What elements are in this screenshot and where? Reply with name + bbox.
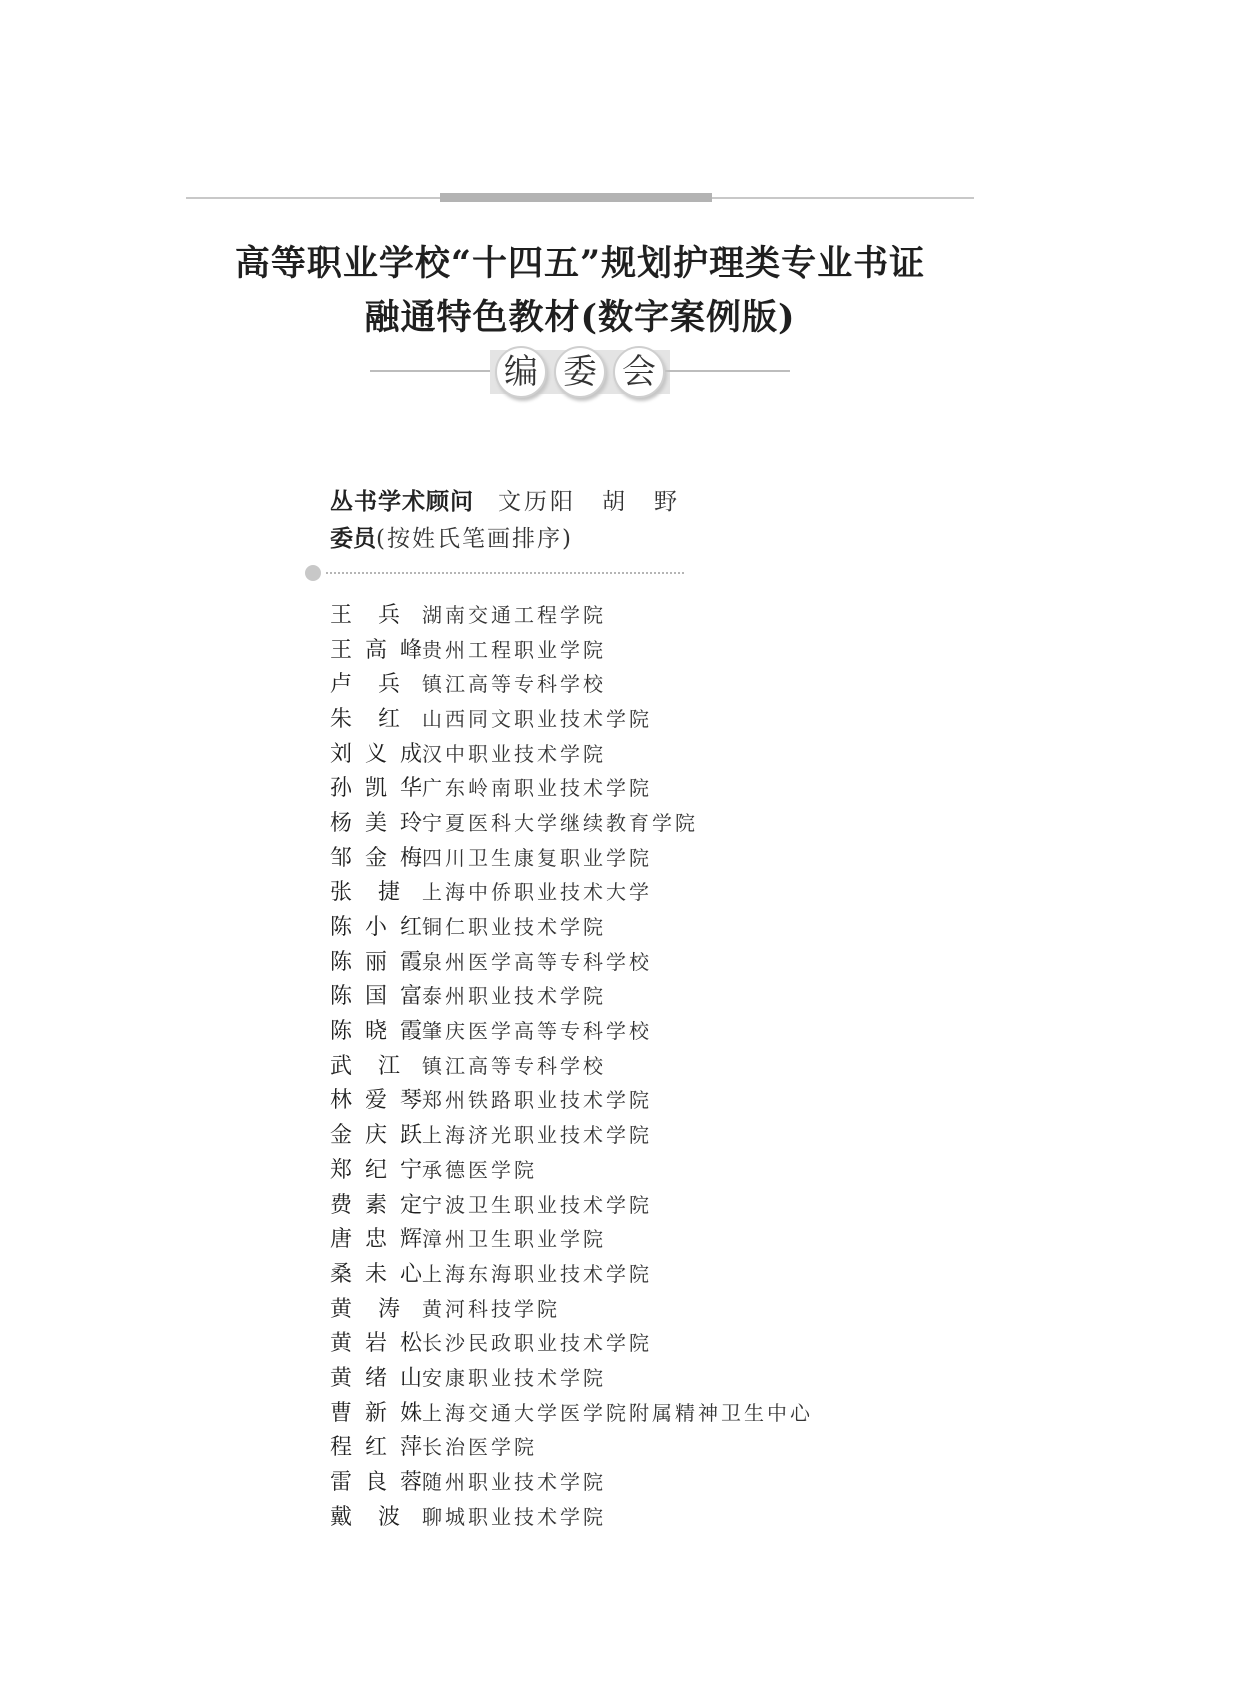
member-row — [330, 874, 970, 909]
member-row — [330, 665, 970, 700]
member-row — [330, 1186, 970, 1221]
member-name: 费素定 — [330, 1192, 422, 1218]
member-affiliation: 随州职业技术学院 — [422, 1470, 606, 1495]
member-row — [330, 1255, 970, 1290]
member-affiliation: 承德医学院 — [422, 1157, 537, 1182]
member-name: 曹新姝 — [330, 1400, 422, 1426]
member-row — [330, 1116, 970, 1151]
member-affiliation: 湖南交通工程学院 — [422, 602, 606, 627]
committee-char-wei: 委 — [554, 346, 606, 398]
member-affiliation: 黄河科技学院 — [422, 1296, 560, 1321]
member-affiliation: 上海济光职业技术学院 — [422, 1123, 652, 1148]
member-row — [330, 735, 970, 770]
member-affiliation: 聊城职业技术学院 — [422, 1504, 606, 1529]
member-row — [330, 1047, 970, 1082]
member-name: 陈晓霞 — [330, 1019, 422, 1045]
committee-rule-left — [370, 370, 500, 372]
member-affiliation: 宁波卫生职业技术学院 — [422, 1192, 652, 1217]
member-affiliation: 上海交通大学医学院附属精神卫生中心 — [422, 1400, 813, 1425]
member-name: 王兵 — [330, 602, 400, 628]
member-name: 雷良蓉 — [330, 1470, 422, 1496]
member-affiliation: 泉州医学高等专科学校 — [422, 949, 652, 974]
member-affiliation: 长沙民政职业技术学院 — [422, 1331, 652, 1356]
member-affiliation: 镇江高等专科学校 — [422, 1053, 606, 1078]
member-row — [330, 596, 970, 631]
member-row — [330, 1290, 970, 1325]
member-name: 张捷 — [330, 880, 400, 906]
member-row — [330, 1394, 970, 1429]
committee-char-bian: 编 — [495, 346, 547, 398]
member-affiliation: 泰州职业技术学院 — [422, 984, 606, 1009]
dot-marker-icon — [305, 565, 321, 581]
member-row — [330, 804, 970, 839]
member-name: 林爱琴 — [330, 1088, 422, 1114]
member-name: 唐忠辉 — [330, 1227, 422, 1253]
member-row — [330, 839, 970, 874]
member-name: 陈小红 — [330, 915, 422, 941]
member-name: 黄绪山 — [330, 1365, 422, 1391]
member-affiliation: 镇江高等专科学校 — [422, 672, 606, 697]
members-label: 委员 — [330, 526, 376, 552]
member-name: 桑未心 — [330, 1261, 422, 1287]
members-header — [330, 520, 573, 553]
member-name: 黄涛 — [330, 1296, 400, 1322]
member-row — [330, 978, 970, 1013]
dotted-divider — [326, 572, 684, 574]
member-name: 王高峰 — [330, 637, 422, 663]
member-name: 武江 — [330, 1053, 400, 1079]
committee-rule-right — [658, 370, 790, 372]
member-row — [330, 1429, 970, 1464]
member-affiliation: 漳州卫生职业学院 — [422, 1227, 606, 1252]
member-name: 陈丽霞 — [330, 949, 422, 975]
committee-heading — [495, 346, 665, 398]
member-row — [330, 1151, 970, 1186]
member-name: 程红萍 — [330, 1435, 422, 1461]
member-name: 金庆跃 — [330, 1123, 422, 1149]
member-affiliation: 肇庆医学高等专科学校 — [422, 1019, 652, 1044]
member-row — [330, 908, 970, 943]
member-row — [330, 700, 970, 735]
book-series-title-line1: 高等职业学校“十四五”规划护理类专业书证 — [234, 243, 926, 284]
member-name: 刘义成 — [330, 741, 422, 767]
member-name: 陈国富 — [330, 984, 422, 1010]
members-sort-note: (按姓氏笔画排序) — [376, 526, 573, 552]
member-row — [330, 1082, 970, 1117]
member-affiliation: 上海东海职业技术学院 — [422, 1261, 652, 1286]
member-affiliation: 四川卫生康复职业学院 — [422, 845, 652, 870]
member-affiliation: 贵州工程职业学院 — [422, 637, 606, 662]
member-row — [330, 1463, 970, 1498]
member-name: 孙凯华 — [330, 776, 422, 802]
member-row — [330, 1012, 970, 1047]
member-row — [330, 1324, 970, 1359]
advisor-label: 丛书学术顾问 — [330, 489, 474, 515]
member-row — [330, 631, 970, 666]
member-name: 黄岩松 — [330, 1331, 422, 1357]
member-name: 卢兵 — [330, 672, 400, 698]
member-row — [330, 769, 970, 804]
advisor-names: 文历阳 胡 野 — [498, 489, 680, 515]
member-row — [330, 1359, 970, 1394]
member-name: 朱红 — [330, 706, 400, 732]
member-affiliation: 安康职业技术学院 — [422, 1365, 606, 1390]
member-affiliation: 山西同文职业技术学院 — [422, 706, 652, 731]
member-name: 杨美玲 — [330, 810, 422, 836]
member-affiliation: 汉中职业技术学院 — [422, 741, 606, 766]
member-affiliation: 上海中侨职业技术大学 — [422, 880, 652, 905]
member-affiliation: 郑州铁路职业技术学院 — [422, 1088, 652, 1113]
member-name: 郑纪宁 — [330, 1157, 422, 1183]
member-affiliation: 铜仁职业技术学院 — [422, 915, 606, 940]
member-affiliation: 广东岭南职业技术学院 — [422, 776, 652, 801]
member-row — [330, 1220, 970, 1255]
advisor-row — [330, 483, 680, 516]
member-affiliation: 宁夏医科大学继续教育学院 — [422, 810, 698, 835]
member-name: 戴波 — [330, 1504, 400, 1530]
top-rule-accent — [440, 193, 712, 202]
book-series-title-line2: 融通特色教材(数字案例版) — [364, 297, 796, 338]
member-row — [330, 1498, 970, 1533]
committee-char-hui: 会 — [613, 346, 665, 398]
member-affiliation: 长治医学院 — [422, 1435, 537, 1460]
member-row — [330, 943, 970, 978]
member-list — [330, 596, 970, 1533]
member-name: 邹金梅 — [330, 845, 422, 871]
